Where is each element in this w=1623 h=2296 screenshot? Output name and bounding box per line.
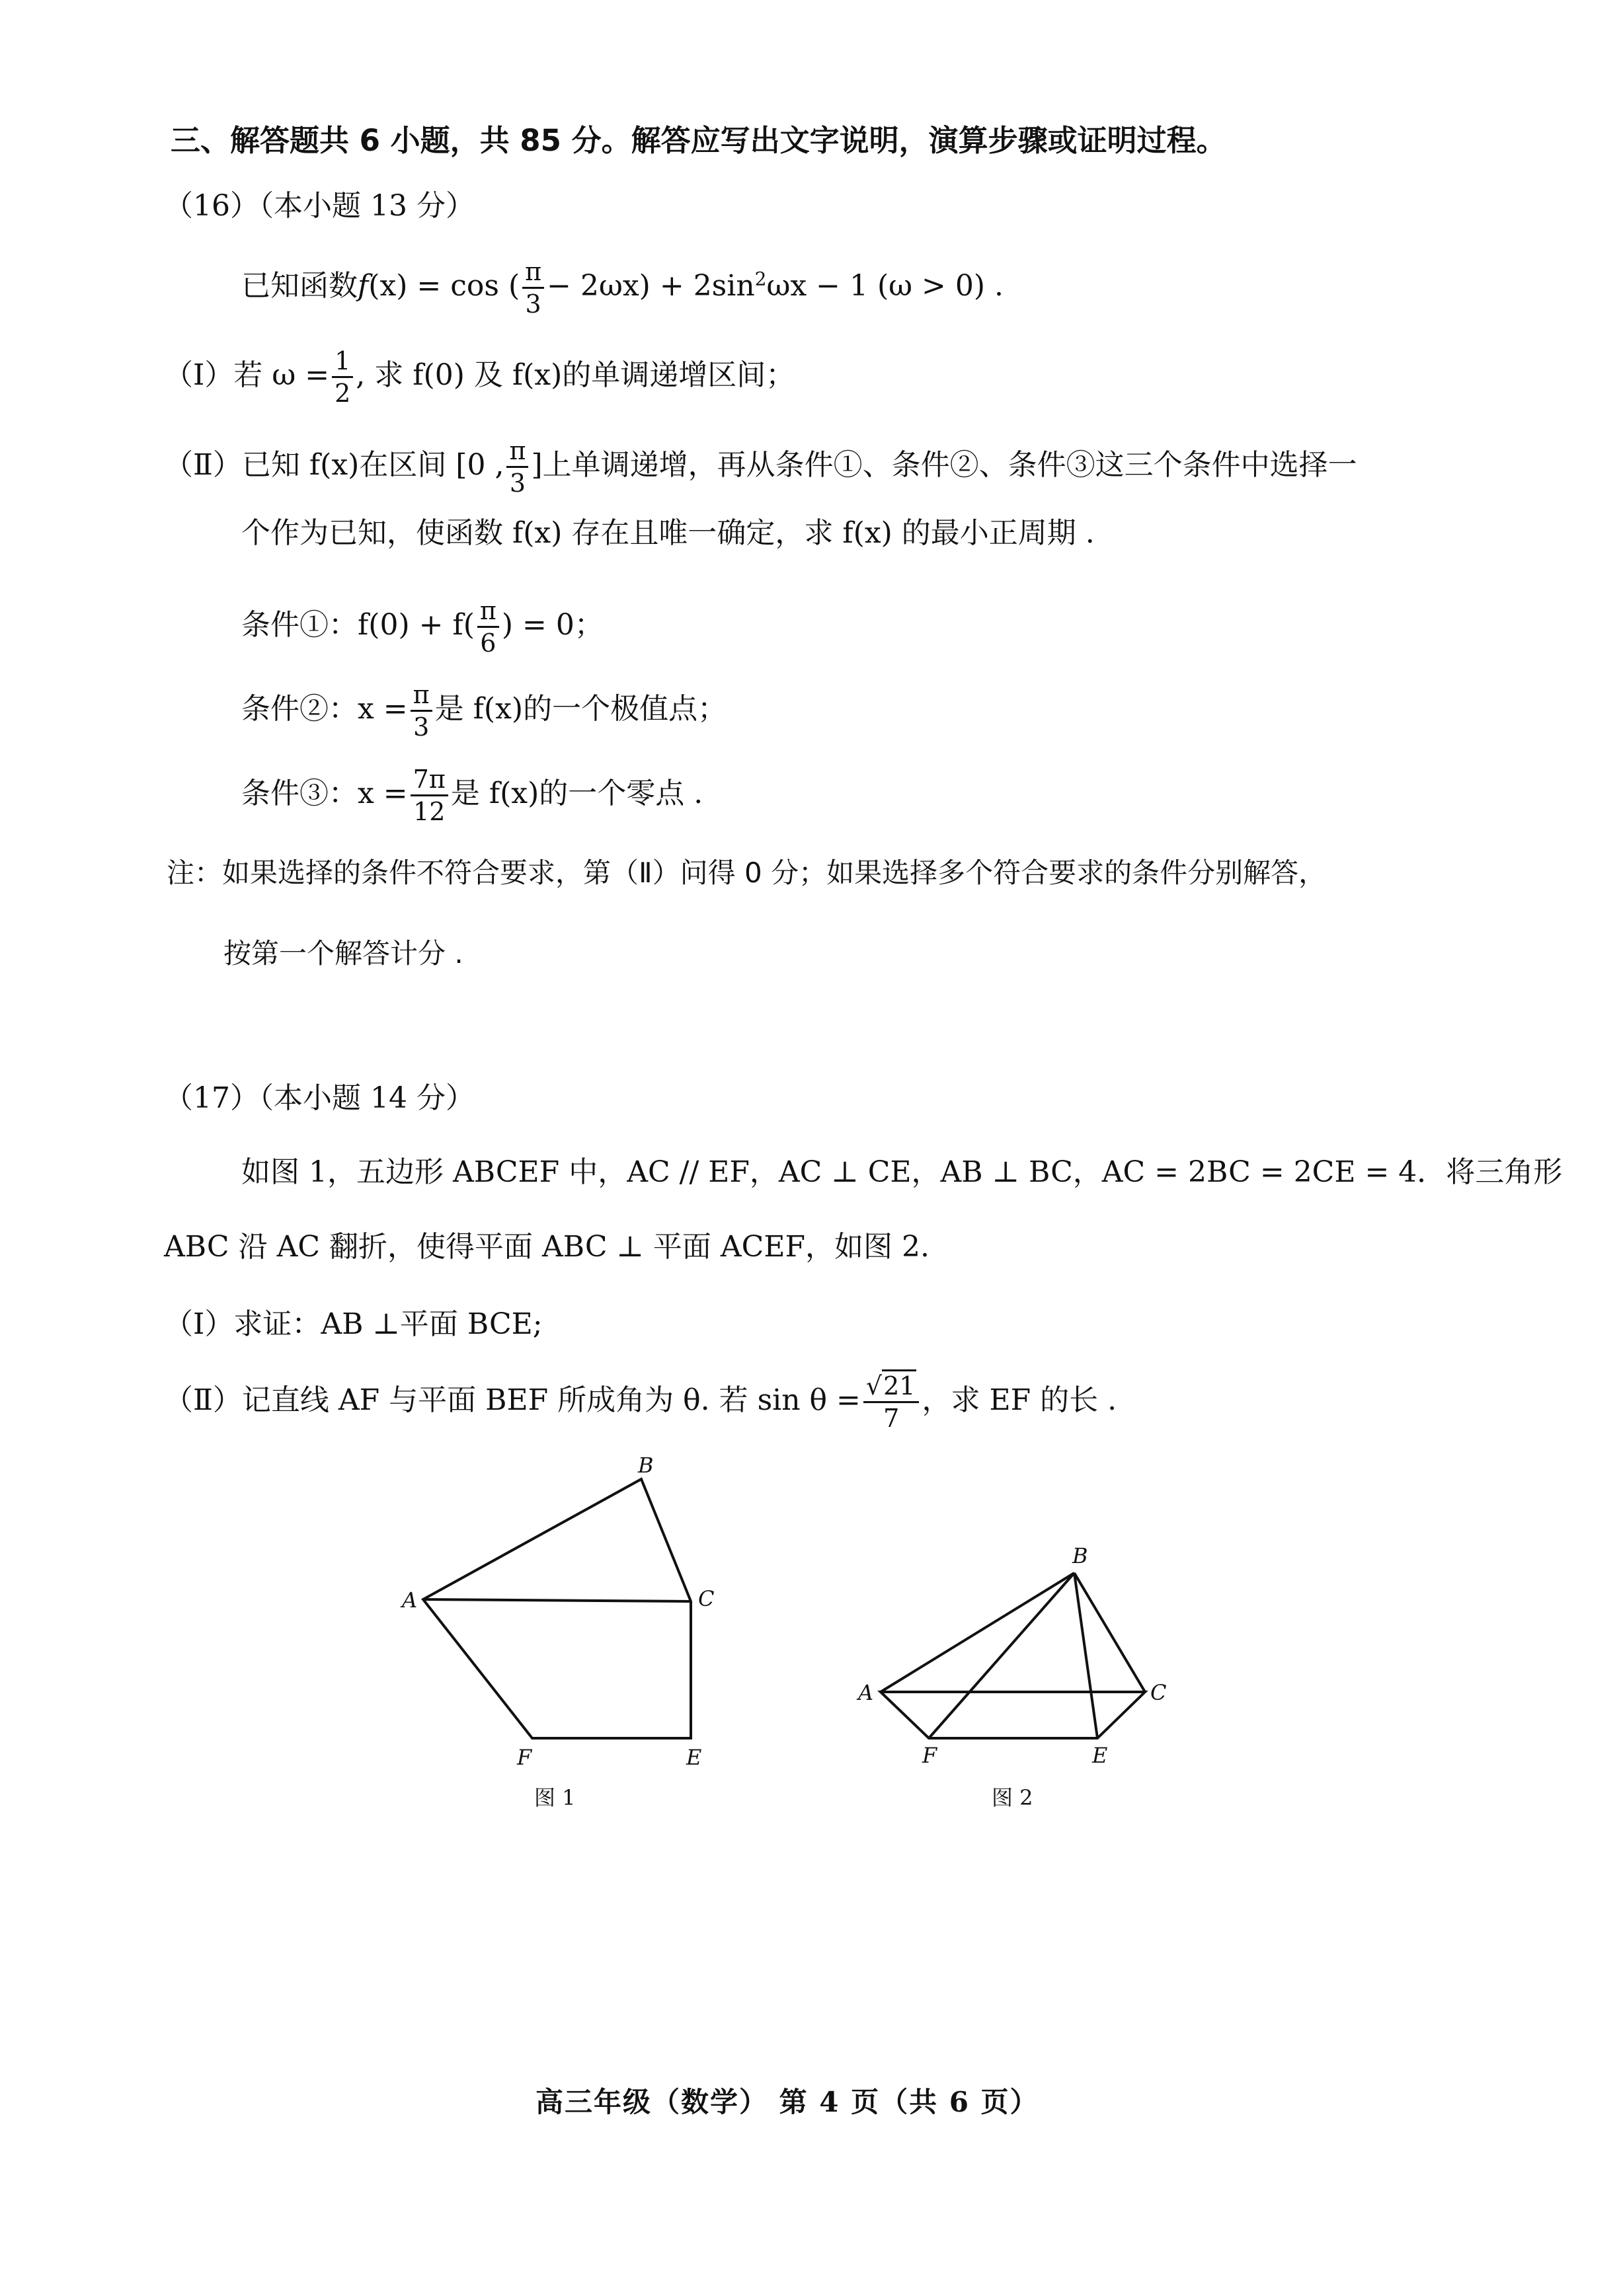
q17-part2-a: （Ⅱ）记直线 AF 与平面 BEF 所成角为 θ. 若 sin θ = [164, 1383, 861, 1417]
q16-part1-fraction [332, 348, 353, 406]
fig1-label-e: E [686, 1745, 702, 1770]
figure-1 [370, 1441, 740, 1771]
q16-condition-1 [241, 598, 604, 656]
fig2-base-outline [881, 1692, 1145, 1738]
q17-part2-frac-den: 7 [883, 1404, 900, 1433]
q16-stem-frac-num: π [522, 259, 544, 289]
q16-cond1-a: 条件①：f(0) + f( [241, 608, 475, 642]
q16-part2-frac-den: 3 [509, 469, 526, 498]
q16-note-line1: 注：如果选择的条件不符合要求，第（Ⅱ）问得 0 分；如果选择多个符合要求的条件分别解答， [167, 857, 1327, 889]
q17-stem-line2: ABC 沿 AC 翻折，使得平面 ABC ⊥ 平面 ACEF，如图 2. [164, 1230, 930, 1264]
fig2-line-ab [881, 1573, 1074, 1692]
fig2-line-bf [929, 1573, 1074, 1738]
q16-stem-fx: f [358, 269, 369, 303]
fig2-line-be [1074, 1573, 1097, 1738]
fig1-caption: 图 1 [534, 1785, 576, 1810]
q17-part2-frac-num: √21 [863, 1373, 920, 1403]
q16-condition-2 [241, 682, 727, 740]
q16-cond2-frac-den: 3 [413, 712, 430, 742]
q16-cond2-fraction [411, 682, 432, 740]
fig2-label-b: B [1072, 1543, 1088, 1568]
fig1-pentagon [423, 1479, 691, 1738]
q16-part2-frac-num: π [506, 438, 528, 468]
q16-cond1-fraction [477, 598, 499, 656]
fig2-caption: 图 2 [992, 1785, 1033, 1810]
q17-stem-line1: 如图 1，五边形 ABCEF 中，AC // EF，AC ⊥ CE，AB ⊥ BC，AC = 2BC = 2CE = 4．将三角形 [241, 1155, 1563, 1189]
q17-part1: （Ⅰ）求证：AB ⊥平面 BCE; [164, 1307, 543, 1341]
q16-part2-fraction [506, 438, 528, 496]
q16-stem-fraction [522, 259, 544, 317]
fig2-line-bc [1074, 1573, 1145, 1692]
q16-stem [241, 259, 1004, 317]
q17-part2-b: ，求 EF 的长 . [922, 1383, 1117, 1417]
q16-stem-square: 2 [754, 268, 767, 290]
q16-cond1-frac-num: π [477, 598, 499, 628]
q16-cond3-frac-den: 12 [413, 797, 446, 826]
fig2-label-c: C [1150, 1680, 1167, 1705]
q17-part2 [164, 1373, 1117, 1431]
q16-cond1-b: ) = 0； [501, 608, 604, 642]
figure-2 [846, 1540, 1190, 1771]
fig1-label-b: B [638, 1453, 654, 1478]
page-footer: 高三年级（数学） 第 4 页（共 6 页） [535, 2086, 1039, 2118]
q16-cond3-b: 是 f(x)的一个零点 . [450, 777, 703, 810]
section-header: 三、解答题共 6 小题，共 85 分。解答应写出文字说明，演算步骤或证明过程。 [171, 123, 1226, 158]
q16-cond3-frac-num: 7π [411, 767, 448, 796]
fig2-label-e: E [1092, 1743, 1108, 1768]
q17-part2-fraction [863, 1373, 920, 1431]
q16-cond2-b: 是 f(x)的一个极值点； [434, 692, 727, 726]
q16-part2-line1 [164, 438, 1357, 496]
fig2-label-a: A [858, 1680, 874, 1705]
q16-cond3-fraction [411, 767, 448, 824]
q16-stem-after-frac: − 2ωx) + 2sin [547, 269, 755, 303]
q16-cond2-frac-num: π [411, 682, 432, 712]
q16-condition-3 [241, 767, 703, 824]
q16-cond1-frac-den: 6 [480, 629, 496, 658]
q16-part1 [164, 348, 795, 406]
q16-stem-frac-den: 3 [525, 289, 541, 319]
q16-cond3-a: 条件③：x = [241, 777, 408, 810]
q16-part1-rest: , 求 f(0) 及 f(x)的单调递增区间； [356, 358, 795, 392]
fig1-label-a: A [402, 1588, 418, 1613]
q16-part2-line1-b: ]上单调递增，再从条件①、条件②、条件③这三个条件中选择一 [531, 448, 1357, 482]
fig2-label-f: F [922, 1743, 937, 1768]
q16-part2-line1-a: （Ⅱ）已知 f(x)在区间 [0 , [164, 448, 504, 482]
q16-part1-frac-den: 2 [335, 379, 351, 408]
q16-note-line2: 按第一个解答计分 . [223, 937, 463, 970]
q16-part1-label: （Ⅰ）若 ω = [164, 358, 330, 392]
q16-part2-line2: 个作为已知，使函数 f(x) 存在且唯一确定，求 f(x) 的最小正周期 . [241, 516, 1095, 550]
q17-title: （17）（本小题 14 分） [164, 1081, 475, 1115]
q16-stem-lead: 已知函数 [241, 269, 358, 303]
q16-stem-tail: ωx − 1 (ω > 0) . [766, 269, 1004, 303]
fig1-label-f: F [517, 1745, 532, 1770]
q16-cond2-a: 条件②：x = [241, 692, 408, 726]
fig1-label-c: C [698, 1586, 715, 1611]
fig1-line-ac [423, 1599, 691, 1601]
q16-stem-eq-open: (x) = cos ( [368, 269, 520, 303]
q16-part1-frac-num: 1 [332, 348, 353, 378]
q17-part2-radicand: 21 [882, 1369, 916, 1400]
q16-title: （16）（本小题 13 分） [164, 189, 475, 223]
